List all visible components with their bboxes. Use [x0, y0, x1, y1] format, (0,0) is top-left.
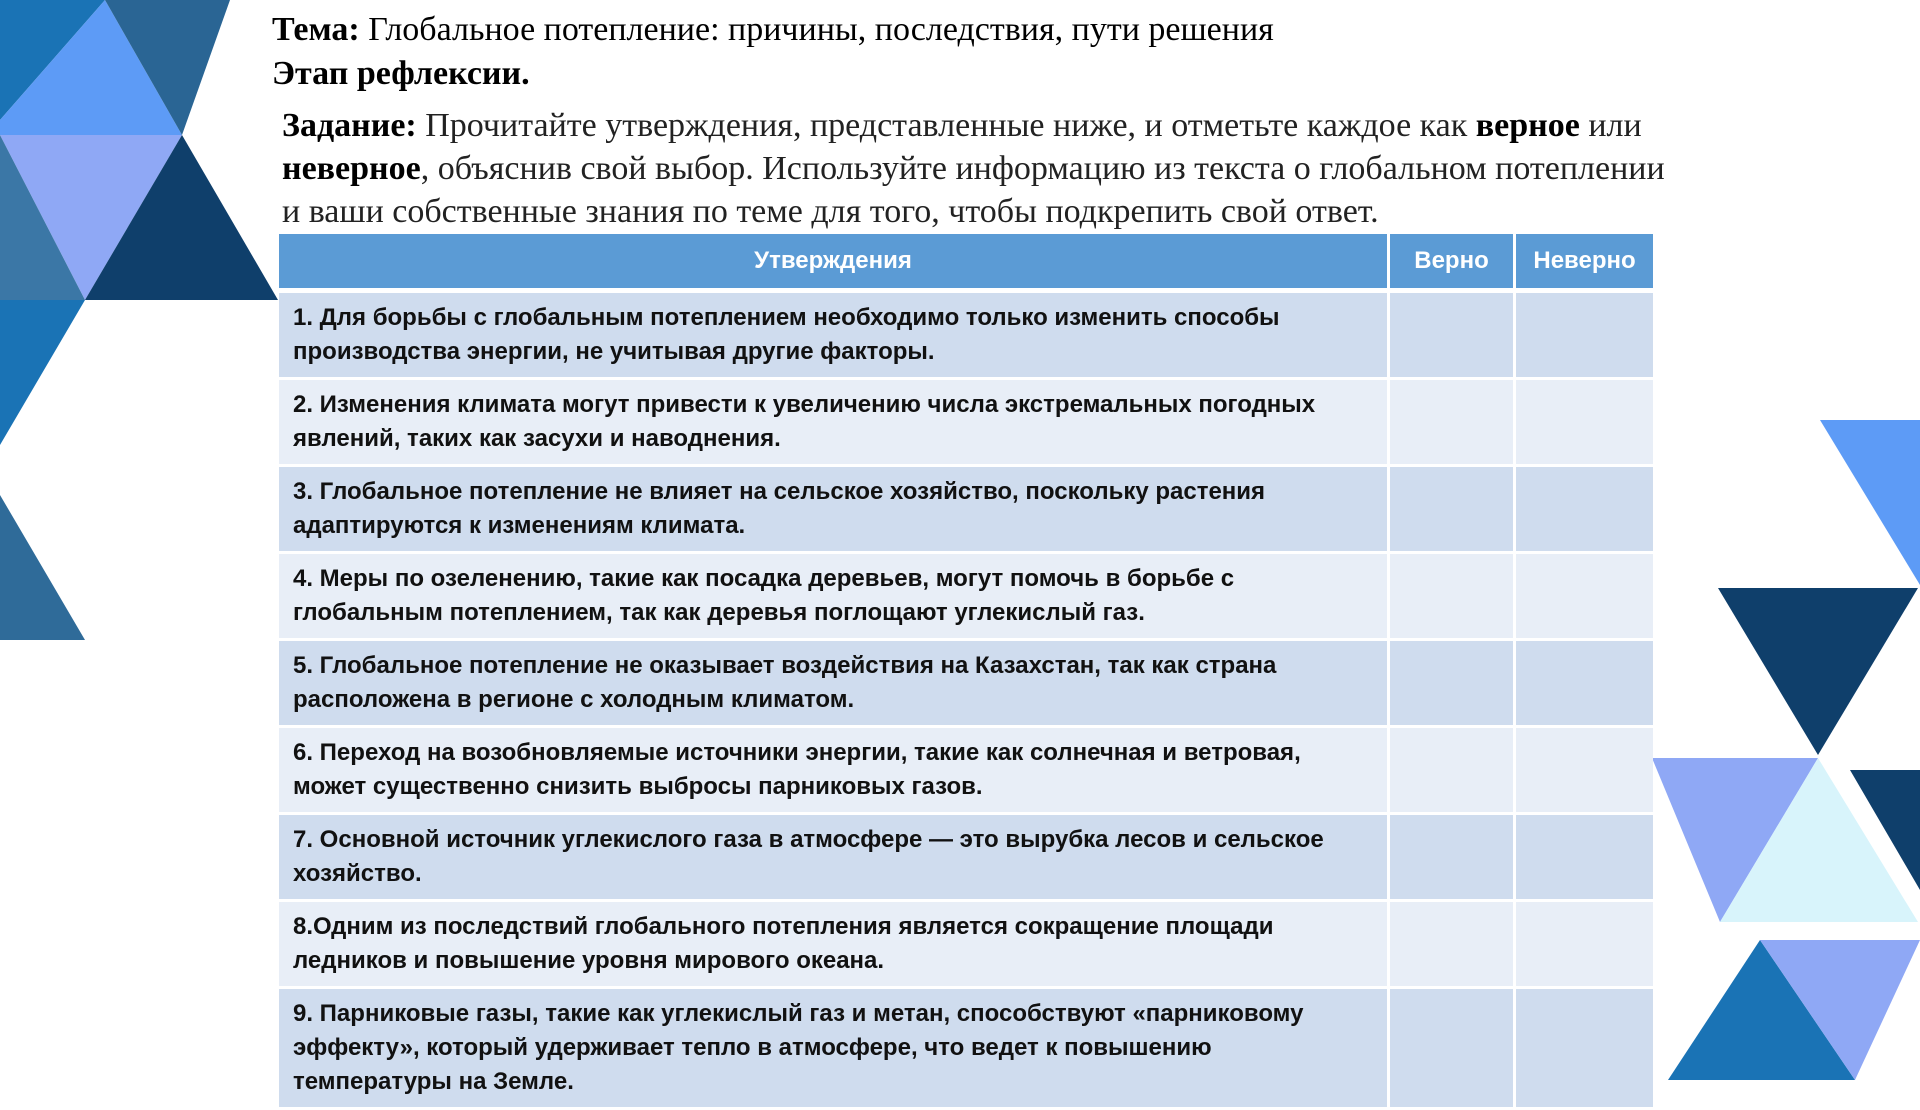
- false-mark-cell[interactable]: [1516, 902, 1653, 989]
- header-statements: Утверждения: [279, 234, 1390, 293]
- stage-line: [272, 52, 1672, 96]
- false-mark-cell[interactable]: [1516, 293, 1653, 380]
- false-mark-cell[interactable]: [1516, 641, 1653, 728]
- task-text-part2: , объяснив свой выбор. Используйте информацию из текста о глобальном потеплении и ваши собственные знания по теме для того, чтобы подкрепить свой ответ.: [282, 150, 1665, 230]
- statement-cell: 4. Меры по озеленению, такие как посадка деревьев, могут помочь в борьбе с глобальным потеплением, так как деревья поглощают углекислый газ.: [279, 554, 1390, 641]
- table-row: [279, 380, 1653, 467]
- false-word: неверное: [282, 150, 421, 187]
- true-mark-cell[interactable]: [1390, 989, 1516, 1110]
- statement-cell: 7. Основной источник углекислого газа в атмосфере — это вырубка лесов и сельское хозяйство.: [279, 815, 1390, 902]
- or-word: или: [1588, 107, 1642, 144]
- topic-text: Глобальное потепление: причины, последствия, пути решения: [368, 11, 1274, 48]
- task-text-part1: Прочитайте утверждения, представленные ниже, и отметьте каждое как: [425, 107, 1468, 144]
- true-mark-cell[interactable]: [1390, 467, 1516, 554]
- false-mark-cell[interactable]: [1516, 989, 1653, 1110]
- statement-cell: 1. Для борьбы с глобальным потеплением необходимо только изменить способы производства энергии, не учитывая другие факторы.: [279, 293, 1390, 380]
- table-row: [279, 902, 1653, 989]
- statement-cell: 9. Парниковые газы, такие как углекислый газ и метан, способствуют «парниковому эффекту», который удерживает тепло в атмосфере, что ведет к повышению температуры на Земле.: [279, 989, 1390, 1110]
- title-block: [272, 8, 1672, 96]
- false-mark-cell[interactable]: [1516, 815, 1653, 902]
- statement-cell: 2. Изменения климата могут привести к увеличению числа экстремальных погодных явлений, таких как засухи и наводнения.: [279, 380, 1390, 467]
- true-mark-cell[interactable]: [1390, 728, 1516, 815]
- header-false: Неверно: [1516, 234, 1653, 293]
- deco-triangle: [1718, 588, 1918, 755]
- task-instructions: [282, 104, 1682, 233]
- deco-triangle: [1820, 420, 1920, 585]
- statement-cell: 3. Глобальное потепление не влияет на сельское хозяйство, поскольку растения адаптируются к изменениям климата.: [279, 467, 1390, 554]
- table-header-row: [279, 234, 1653, 293]
- true-mark-cell[interactable]: [1390, 815, 1516, 902]
- stage-title: Этап рефлексии.: [272, 55, 530, 92]
- topic-label: Тема:: [272, 11, 360, 48]
- false-mark-cell[interactable]: [1516, 554, 1653, 641]
- true-mark-cell[interactable]: [1390, 554, 1516, 641]
- task-label: Задание:: [282, 107, 417, 144]
- header-true: Верно: [1390, 234, 1516, 293]
- topic-line: [272, 8, 1672, 52]
- true-mark-cell[interactable]: [1390, 902, 1516, 989]
- true-mark-cell[interactable]: [1390, 641, 1516, 728]
- table-row: [279, 641, 1653, 728]
- statements-table: [279, 234, 1653, 1110]
- table-row: [279, 554, 1653, 641]
- false-mark-cell[interactable]: [1516, 380, 1653, 467]
- true-mark-cell[interactable]: [1390, 380, 1516, 467]
- statement-cell: 5. Глобальное потепление не оказывает воздействия на Казахстан, так как страна расположена в регионе с холодным климатом.: [279, 641, 1390, 728]
- table-row: [279, 467, 1653, 554]
- true-word: верное: [1475, 107, 1580, 144]
- statement-cell: 8.Одним из последствий глобального потепления является сокращение площади ледников и повышение уровня мирового океана.: [279, 902, 1390, 989]
- table-row: [279, 728, 1653, 815]
- deco-triangle: [0, 300, 85, 445]
- deco-triangle: [0, 495, 85, 640]
- statement-cell: 6. Переход на возобновляемые источники энергии, такие как солнечная и ветровая, может существенно снизить выбросы парниковых газов.: [279, 728, 1390, 815]
- false-mark-cell[interactable]: [1516, 467, 1653, 554]
- true-mark-cell[interactable]: [1390, 293, 1516, 380]
- table-row: [279, 293, 1653, 380]
- table-row: [279, 989, 1653, 1110]
- table-row: [279, 815, 1653, 902]
- false-mark-cell[interactable]: [1516, 728, 1653, 815]
